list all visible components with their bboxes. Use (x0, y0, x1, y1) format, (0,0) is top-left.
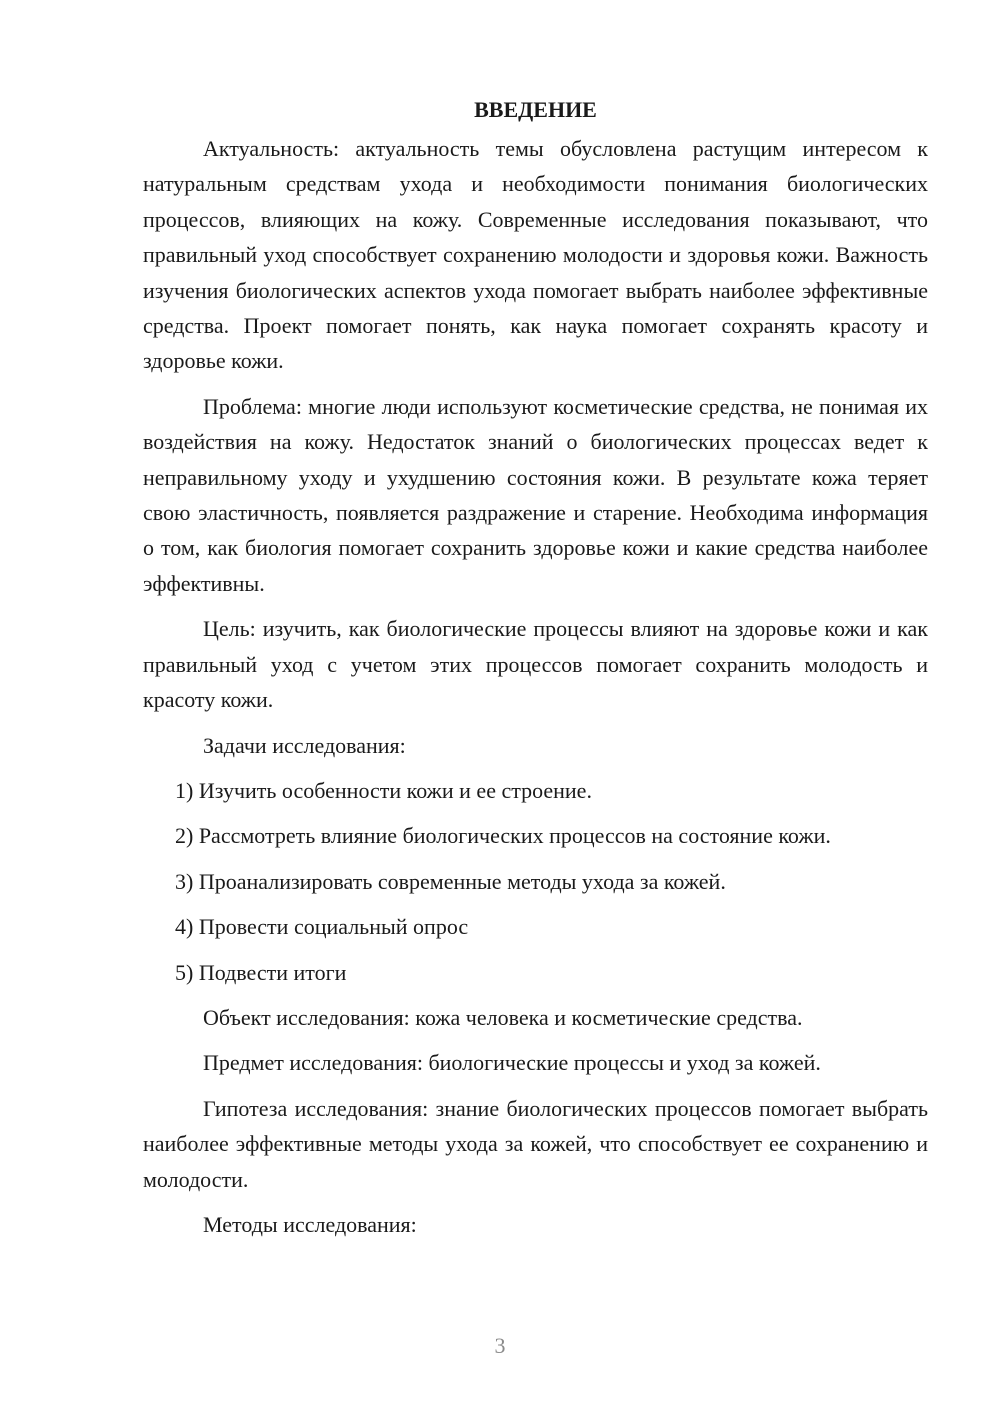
subject-line: Предмет исследования: биологические процессы и уход за кожей. (203, 1050, 821, 1076)
goal-paragraph: Цель: изучить, как биологические процессы влияют на здоровье кожи и как правильный уход с учетом этих процессов помогает сохранить молодость и красоту кожи. (143, 616, 928, 713)
relevance-paragraph: Актуальность: актуальность темы обусловлена растущим интересом к натуральным средствам ухода и необходимости понимания биологических процессов, влияющих на кожу. Современные исследования показывают, что правильный уход способствует сохранению молодости и здоровья кожи. Важность изучения биологических аспектов ухода помогает выбрать наиболее эффективные средства. Проект помогает понять, как наука помогает сохранять красоту и здоровье кожи. (143, 136, 928, 374)
page-number: 3 (494, 1333, 506, 1358)
object-line: Объект исследования: кожа человека и косметические средства. (203, 1004, 803, 1030)
tasks-heading: Задачи исследования: (203, 732, 406, 758)
hypothesis-paragraph: Гипотеза исследования: знание биологических процессов помогает выбрать наиболее эффективные методы ухода за кожей, что способствует ее сохранению и молодости. (143, 1095, 928, 1192)
tasks-list (143, 773, 928, 990)
document-page (143, 92, 928, 1252)
methods-heading: Методы исследования: (203, 1211, 417, 1237)
list-item: 3) Проанализировать современные методы ухода за кожей. (175, 868, 726, 894)
list-item: 5) Подвести итоги (175, 959, 347, 985)
list-item: 2) Рассмотреть влияние биологических процессов на состояние кожи. (175, 823, 831, 849)
problem-paragraph: Проблема: многие люди используют косметические средства, не понимая их воздействия на кожу. Недостаток знаний о биологических процессах ведет к неправильному уходу и ухудшению состояния кожи. В результате кожа теряет свою эластичность, появляется раздражение и старение. Необходима информация о том, как биология помогает сохранить здоровье кожи и какие средства наиболее эффективны. (143, 393, 928, 596)
list-item: 1) Изучить особенности кожи и ее строение. (175, 777, 592, 803)
section-title: ВВЕДЕНИЕ (474, 97, 597, 122)
list-item: 4) Провести социальный опрос (175, 914, 469, 940)
